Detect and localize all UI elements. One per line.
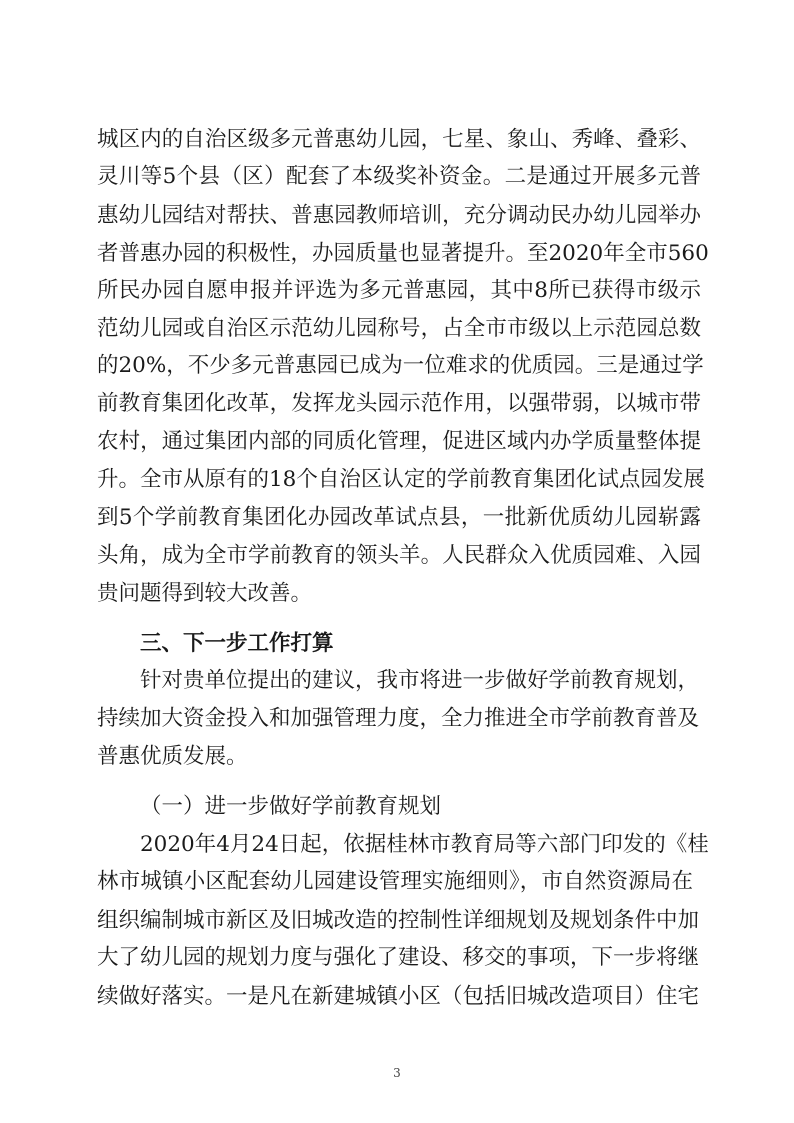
text-line: 者普惠办园的积极性，办园质量也显著提升。至2020年全市560 [97,241,709,266]
text-line: 农村，通过集团内部的同质化管理，促进区域内办学质量整体提 [97,429,701,454]
text-line: 的20%，不少多元普惠园已成为一位难求的优质园。三是通过学 [97,353,704,378]
text-line: 持续加大资金投入和加强管理力度，全力推进全市学前教育普及 [97,706,700,731]
text-line: 针对贵单位提出的建议，我市将进一步做好学前教育规划， [140,668,700,693]
text-line: 灵川等5个县（区）配套了本级奖补资金。二是通过开展多元普 [97,164,701,189]
text-line: 前教育集团化改革，发挥龙头园示范作用，以强带弱，以城市带 [97,391,701,416]
text-line: 所民办园自愿申报并评选为多元普惠园，其中8所已获得市级示 [97,278,701,303]
text-line: 升。全市从原有的18个自治区认定的学前教育集团化试点园发展 [97,467,705,492]
page-number: 3 [393,1066,401,1080]
text-line: 范幼儿园或自治区示范幼儿园称号，占全市市级以上示范园总数 [97,316,701,341]
text-line: 贵问题得到较大改善。 [97,581,313,606]
text-line: 组织编制城市新区及旧城改造的控制性详细规划及规划条件中加 [97,908,700,933]
section-heading: 三、下一步工作打算 [140,631,334,656]
text-line: 2020年4月24日起，依据桂林市教育局等六部门印发的《桂 [140,832,709,857]
text-line: 续做好落实。一是凡在新建城镇小区（包括旧城改造项目）住宅 [97,984,700,1009]
text-line: 普惠优质发展。 [97,744,248,769]
subsection-heading: （一）进一步做好学前教育规划 [140,794,442,819]
text-line: 头角，成为全市学前教育的领头羊。人民群众入优质园难、入园 [97,543,701,568]
text-line: 大了幼儿园的规划力度与强化了建设、移交的事项，下一步将继 [97,945,700,970]
text-line: 到5个学前教育集团化办园改革试点县，一批新优质幼儿园崭露 [97,505,701,530]
text-line: 城区内的自治区级多元普惠幼儿园，七星、象山、秀峰、叠彩、 [97,127,701,152]
text-line: 林市城镇小区配套幼儿园建设管理实施细则》，市自然资源局在 [97,869,693,894]
text-line: 惠幼儿园结对帮扶、普惠园教师培训，充分调动民办幼儿园举办 [97,203,701,228]
